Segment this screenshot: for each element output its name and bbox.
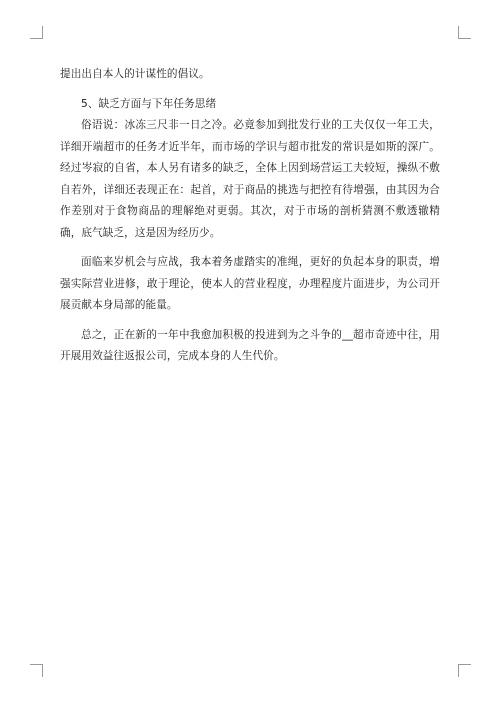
crop-mark-bottom-left: [30, 664, 43, 677]
crop-mark-bottom-right: [458, 664, 471, 677]
section-heading: 5、缺乏方面与下年任务思绪: [81, 97, 217, 110]
paragraph-conclusion: 总之，正在新的一年中我愈加积极的投进到为之斗争的__超市奇迹中往，用开展用效益往返报公司，完成本身的人生代价。: [60, 328, 440, 362]
paragraph-shortcomings: 俗语说：冰冻三尺非一日之冷。必竟参加到批发行业的工夫仅仅一年工夫，详细开端超市的任务才近半年，而市场的学识与超市批发的常识是如斯的深广。经过岑寂的自省，本人另有诸多的缺乏，全体上因到场营运工夫较短，操纵不敷自若外，详细还表现正在：起首，对于商品的挑选与把控有待增强，由其因为合作差别对于食物商品的理解绝对更弱。其次，对于市场的剖析猜测不敷透辙精确，底气缺乏，这是因为经历少。: [60, 119, 440, 239]
crop-mark-top-left: [30, 26, 43, 39]
paragraph-next-year: 面临来岁机会与应战，我本着务虚踏实的准绳，更好的负起本身的职责，增强实际营业进修，敢于理论，使本人的营业程度，办理程度片面进步，为公司开展贡献本身局部的能量。: [60, 256, 440, 311]
document-body: [60, 64, 440, 368]
paragraph-intro-end: 提出出自本人的计谋性的倡议。: [60, 68, 210, 80]
crop-mark-top-right: [458, 26, 471, 39]
